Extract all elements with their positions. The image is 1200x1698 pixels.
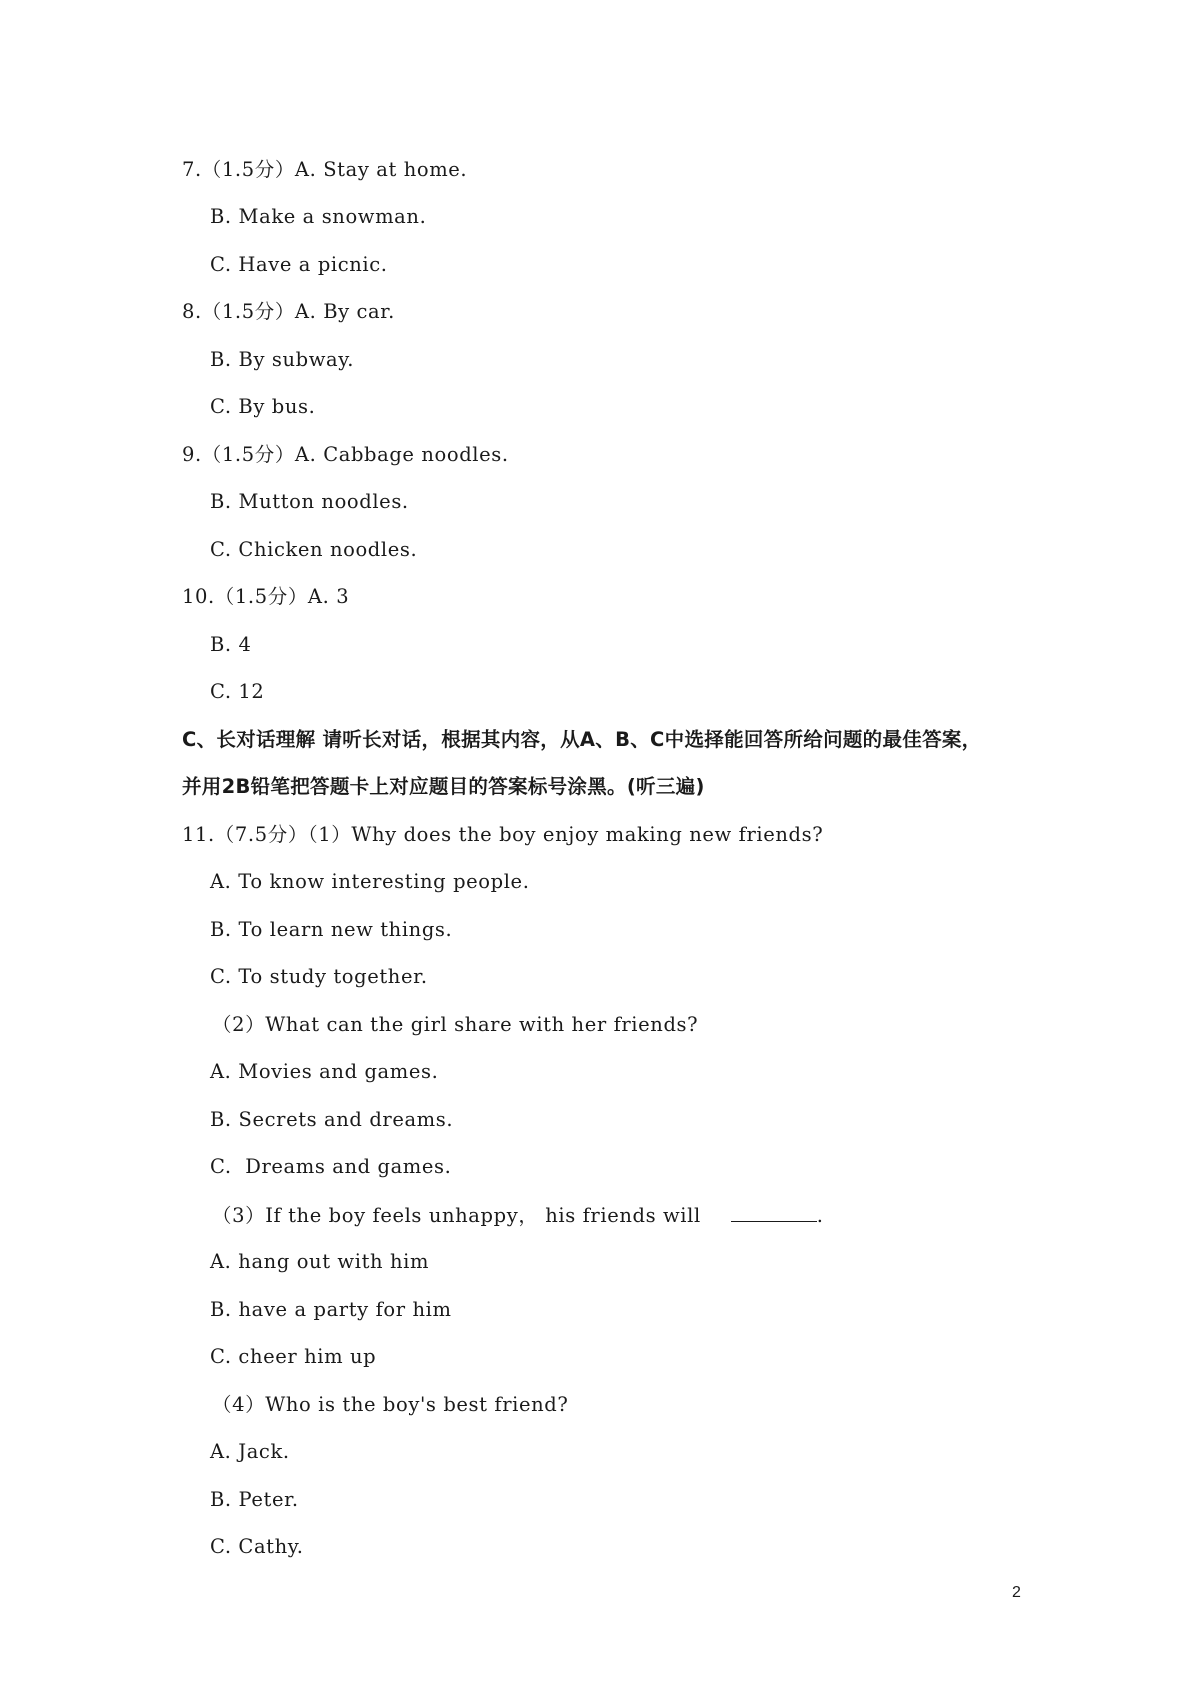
question-11-4-option-a: A. Jack. — [210, 1440, 290, 1463]
section-c-heading-line-2: 并用2B铅笔把答题卡上对应题目的答案标号涂黑。(听三遍) — [182, 775, 705, 798]
question-11-2-option-c: C. Dreams and games. — [210, 1155, 452, 1178]
question-8-option-b: B. By subway. — [210, 348, 355, 371]
question-9-option-c: C. Chicken noodles. — [210, 538, 418, 561]
question-7-option-b: B. Make a snowman. — [210, 205, 427, 228]
question-11-3-option-a: A. hang out with him — [210, 1250, 430, 1273]
question-11-1-option-b: B. To learn new things. — [210, 918, 453, 941]
question-11-4-option-c: C. Cathy. — [210, 1535, 304, 1558]
question-11-4-option-b: B. Peter. — [210, 1488, 299, 1511]
question-11-3-period: . — [816, 1204, 824, 1227]
question-9-stem: 9.（1.5分）A. Cabbage noodles. — [182, 443, 509, 466]
question-11-3-line — [212, 1202, 824, 1229]
question-11-1-option-c: C. To study together. — [210, 965, 428, 988]
question-7-stem: 7.（1.5分）A. Stay at home. — [182, 158, 468, 181]
question-7-option-c: C. Have a picnic. — [210, 253, 388, 276]
question-11-2-option-b: B. Secrets and dreams. — [210, 1108, 454, 1131]
answer-blank — [731, 1202, 817, 1222]
question-9-option-b: B. Mutton noodles. — [210, 490, 409, 513]
question-10-option-c: C. 12 — [210, 680, 265, 703]
question-11-3-text: （3）If the boy feels unhappy， his friends will — [212, 1204, 701, 1227]
question-8-stem: 8.（1.5分）A. By car. — [182, 300, 395, 323]
question-10-option-b: B. 4 — [210, 633, 252, 656]
question-11-3-option-c: C. cheer him up — [210, 1345, 377, 1368]
question-11-2-text: （2）What can the girl share with her friends? — [212, 1013, 699, 1036]
question-11-2-option-a: A. Movies and games. — [210, 1060, 439, 1083]
page-number: 2 — [1012, 1584, 1021, 1601]
question-10-stem: 10.（1.5分）A. 3 — [182, 585, 350, 608]
section-c-heading-line-1: C、长对话理解 请听长对话，根据其内容，从A、B、C中选择能回答所给问题的最佳答案， — [182, 728, 982, 751]
question-8-option-c: C. By bus. — [210, 395, 316, 418]
question-11-3-option-b: B. have a party for him — [210, 1298, 452, 1321]
question-11-1-option-a: A. To know interesting people. — [210, 870, 530, 893]
question-11-4-text: （4）Who is the boy's best friend? — [212, 1393, 569, 1416]
question-11-stem: 11.（7.5分）（1）Why does the boy enjoy making new friends? — [182, 823, 824, 846]
